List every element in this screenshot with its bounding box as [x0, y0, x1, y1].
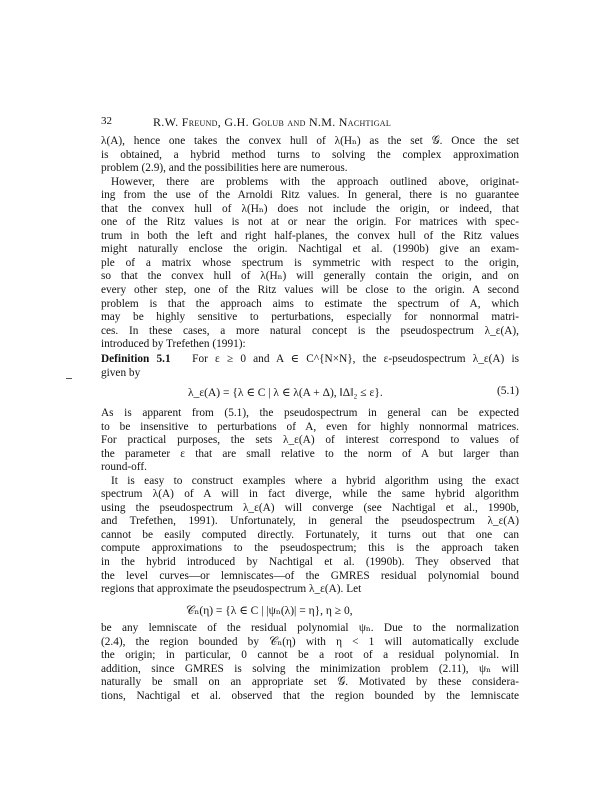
paragraph-5	[101, 622, 519, 703]
text-line: and Trefethen, 1991). Unfortunately, in general the pseudospectrum λ_ε(A)	[101, 515, 519, 528]
text-line: tions, Nachtigal et al. observed that the region bounded by the lemniscate	[101, 689, 519, 702]
text-line: regions that approximate the pseudospectrum λ_ε(A). Let	[101, 583, 362, 596]
definition-5-1	[101, 353, 519, 380]
equation-5-1: λ_ε(A) = {λ ∈ C | λ ∈ λ(A + Δ), ‖Δ‖₂ ≤ ε}.	[188, 387, 383, 399]
text-line: addition, since GMRES is solving the minimization problem (2.11), ψₙ will	[101, 662, 519, 675]
text-line: that the convex hull of λ(Hₙ) does not include the origin, or indeed, that	[101, 202, 519, 215]
text-line: one of the Ritz values is not at or near the origin. For matrices with spec-	[101, 216, 519, 229]
text-line: the parameter ε that are small relative to the norm of A but larger than	[101, 447, 519, 460]
text-line: However, there are problems with the approach outlined above, originat-	[111, 175, 519, 188]
text-line: λ(A), hence one takes the convex hull of λ(Hₙ) as the set 𝒢. Once the set	[101, 135, 519, 147]
text-line: ces. In these cases, a more natural concept is the pseudospectrum λ_ε(A),	[101, 324, 519, 337]
text-line: trum in both the left and right half-planes, the convex hull of the Ritz values	[101, 229, 519, 242]
text-line: cannot be easily computed directly. Fortunately, it turns out that one can	[101, 528, 519, 541]
text-line: in the hybrid introduced by Nachtigal et al. (1990b). They observed that	[101, 556, 519, 569]
text-line: ing from the use of the Arnoldi Ritz values. In general, there is no guarantee	[101, 189, 519, 202]
lemniscate-equation: 𝒞ₙ(η) = {λ ∈ C | |ψₙ(λ)| = η}, η ≥ 0,	[186, 605, 353, 617]
text-line: using the pseudospectrum λ_ε(A) will converge (see Nachtigal et al., 1990b,	[101, 501, 519, 514]
paragraph-1	[101, 135, 519, 352]
text-line: given by	[101, 366, 141, 379]
text-line: introduced by Trefethen (1991):	[101, 338, 246, 351]
text-line: so that the convex hull of λ(Hₙ) will generally contain the origin, and on	[101, 270, 519, 283]
text-line: be any lemniscate of the residual polynomial ψₙ. Due to the normalization	[101, 622, 519, 634]
text-line: the level curves—or lemniscates—of the GMRES residual polynomial bound	[101, 569, 519, 582]
text-line: problem is that the approach aims to estimate the spectrum of A, which	[101, 297, 519, 310]
text-line: For practical purposes, the sets λ_ε(A) of interest correspond to values of	[101, 434, 519, 447]
equation-number: (5.1)	[496, 385, 519, 397]
definition-line	[101, 353, 519, 367]
text-line: to be insensitive to perturbations of A, even for highly nonnormal matrices.	[101, 420, 519, 433]
text-line: compute approximations to the pseudospectrum; this is the approach taken	[101, 542, 519, 555]
text-line: every other step, one of the Ritz values will be close to the origin. A second	[101, 284, 519, 297]
text-line: may be highly sensitive to perturbations, especially for nonnormal matri-	[101, 311, 519, 324]
text-line: (2.4), the region bounded by 𝒞ₙ(η) with η < 1 will automatically exclude	[101, 635, 519, 648]
text-line: As is apparent from (5.1), the pseudospectrum in general can be expected	[101, 407, 519, 419]
paragraph-3	[101, 407, 519, 597]
definition-label: Definition 5.1	[101, 353, 171, 365]
text-line: spectrum λ(A) of A will in fact diverge, while the same hybrid algorithm	[101, 488, 519, 501]
text-line: problem (2.9), and the possibilities here are numerous.	[101, 162, 348, 175]
definition-text: For ε ≥ 0 and A ∈ C^{N×N}, the ε-pseudospectrum λ_ε(A) is	[192, 353, 519, 365]
text-line: the origin; in particular, 0 cannot be a root of a residual polynomial. In	[101, 649, 519, 662]
text-line: naturally be small on an appropriate set 𝒢. Motivated by these considera-	[101, 676, 519, 689]
page-number: 32	[101, 115, 112, 127]
text-line: round-off.	[101, 461, 147, 474]
margin-mark	[66, 378, 72, 379]
text-line: ple of a matrix whose spectrum is symmetric with respect to the origin,	[101, 256, 519, 269]
text-line: is obtained, a hybrid method turns to solving the complex approximation	[101, 148, 519, 161]
text-line: might naturally enclose the origin. Nachtigal et al. (1990b) give an exam-	[101, 243, 519, 256]
text-line: It is easy to construct examples where a hybrid algorithm using the exact	[111, 474, 519, 487]
running-title: R.W. Freund, G.H. Golub and N.M. Nachtigal	[153, 115, 392, 129]
